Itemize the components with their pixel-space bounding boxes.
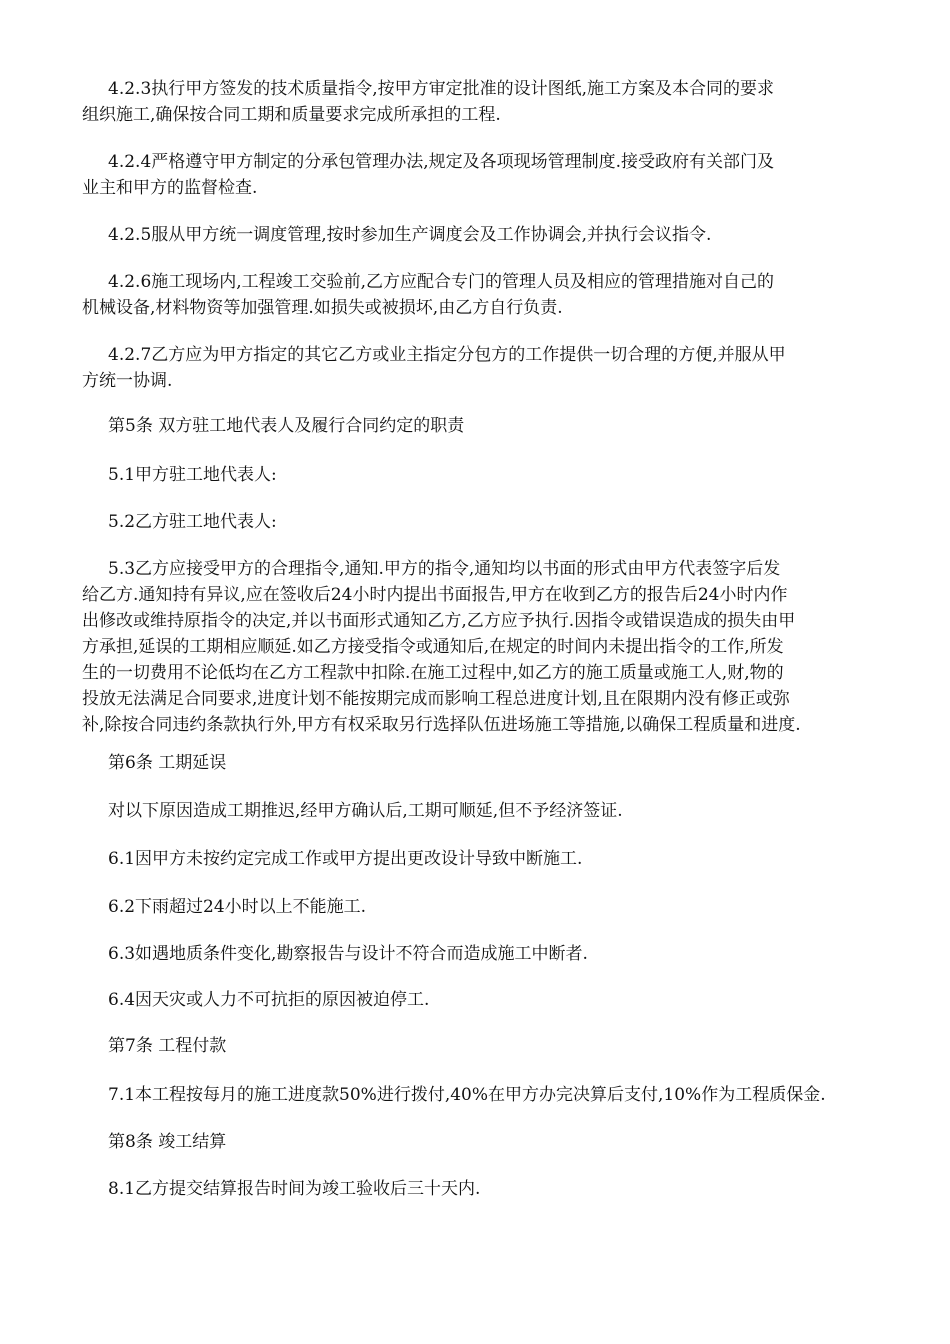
section-heading-6: [108, 750, 888, 776]
text-line: 方承担,延误的工期相应顺延.如乙方接受指令或通知后,在规定的时间内未提出指令的工作,所发: [82, 637, 784, 657]
text-line: 给乙方.通知持有异议,应在签收后24小时内提出书面报告,甲方在收到乙方的报告后24小时内作: [82, 585, 788, 605]
text-line: 投放无法满足合同要求,进度计划不能按期完成而影响工程总进度计划,且在限期内没有修正或弥: [82, 689, 790, 709]
text-line: 4.2.4严格遵守甲方制定的分承包管理办法,规定及各项现场管理制度.接受政府有关部门及: [108, 152, 775, 172]
text-line: 7.1本工程按每月的施工进度款50%进行拨付,40%在甲方办完决算后支付,10%作为工程质保金.: [108, 1085, 826, 1105]
text-line: 第5条 双方驻工地代表人及履行合同约定的职责: [108, 416, 465, 436]
text-line: 补,除按合同违约条款执行外,甲方有权采取另行选择队伍进场施工等措施,以确保工程质量和进度.: [82, 715, 801, 735]
text-line: 机械设备,材料物资等加强管理.如损失或被损坏,由乙方自行负责.: [82, 298, 563, 318]
paragraph-6-2: [108, 894, 888, 920]
text-line: 出修改或维持原指令的决定,并以书面形式通知乙方,乙方应予执行.因指令或错误造成的损失由甲: [82, 611, 796, 631]
paragraph-6-3: [108, 941, 888, 967]
paragraph-4-2-4: [82, 149, 888, 201]
text-line: 6.3如遇地质条件变化,勘察报告与设计不符合而造成施工中断者.: [108, 944, 588, 964]
text-line: 对以下原因造成工期推迟,经甲方确认后,工期可顺延,但不予经济签证.: [108, 801, 623, 821]
paragraph-4-2-5: [108, 222, 888, 248]
paragraph-4-2-3: [82, 76, 888, 128]
text-line: 第8条 竣工结算: [108, 1132, 227, 1152]
paragraph-4-2-6: [82, 269, 888, 321]
section-heading-7: [108, 1033, 888, 1059]
text-line: 5.1甲方驻工地代表人:: [108, 465, 277, 485]
paragraph-5-1: [108, 462, 888, 488]
text-line: 第7条 工程付款: [108, 1036, 227, 1056]
text-line: 5.2乙方驻工地代表人:: [108, 512, 277, 532]
text-line: 4.2.6施工现场内,工程竣工交验前,乙方应配合专门的管理人员及相应的管理措施对自己的: [108, 272, 775, 292]
section-heading-5: [108, 413, 888, 439]
text-line: 组织施工,确保按合同工期和质量要求完成所承担的工程.: [82, 105, 501, 125]
paragraph-6-intro: [108, 798, 888, 824]
paragraph-5-3: [82, 556, 888, 738]
text-line: 方统一协调.: [82, 371, 173, 391]
paragraph-5-2: [108, 509, 888, 535]
text-line: 生的一切费用不论低均在乙方工程款中扣除.在施工过程中,如乙方的施工质量或施工人,财,物的: [82, 663, 784, 683]
text-line: 6.4因天灾或人力不可抗拒的原因被迫停工.: [108, 990, 430, 1010]
paragraph-8-1: [108, 1176, 888, 1202]
section-heading-8: [108, 1129, 888, 1155]
paragraph-7-1: [108, 1082, 888, 1108]
text-line: 4.2.3执行甲方签发的技术质量指令,按甲方审定批准的设计图纸,施工方案及本合同的要求: [108, 79, 775, 99]
text-line: 第6条 工期延误: [108, 753, 227, 773]
text-line: 8.1乙方提交结算报告时间为竣工验收后三十天内.: [108, 1179, 481, 1199]
paragraph-4-2-7: [82, 342, 888, 394]
text-line: 4.2.7乙方应为甲方指定的其它乙方或业主指定分包方的工作提供一切合理的方便,并服从甲: [108, 345, 786, 365]
text-line: 业主和甲方的监督检查.: [82, 178, 258, 198]
text-line: 5.3乙方应接受甲方的合理指令,通知.甲方的指令,通知均以书面的形式由甲方代表签字后发: [108, 559, 781, 579]
text-line: 6.1因甲方未按约定完成工作或甲方提出更改设计导致中断施工.: [108, 849, 583, 869]
paragraph-6-4: [108, 987, 888, 1013]
text-line: 4.2.5服从甲方统一调度管理,按时参加生产调度会及工作协调会,并执行会议指令.: [108, 225, 712, 245]
paragraph-6-1: [108, 846, 888, 872]
text-line: 6.2下雨超过24小时以上不能施工.: [108, 897, 367, 917]
